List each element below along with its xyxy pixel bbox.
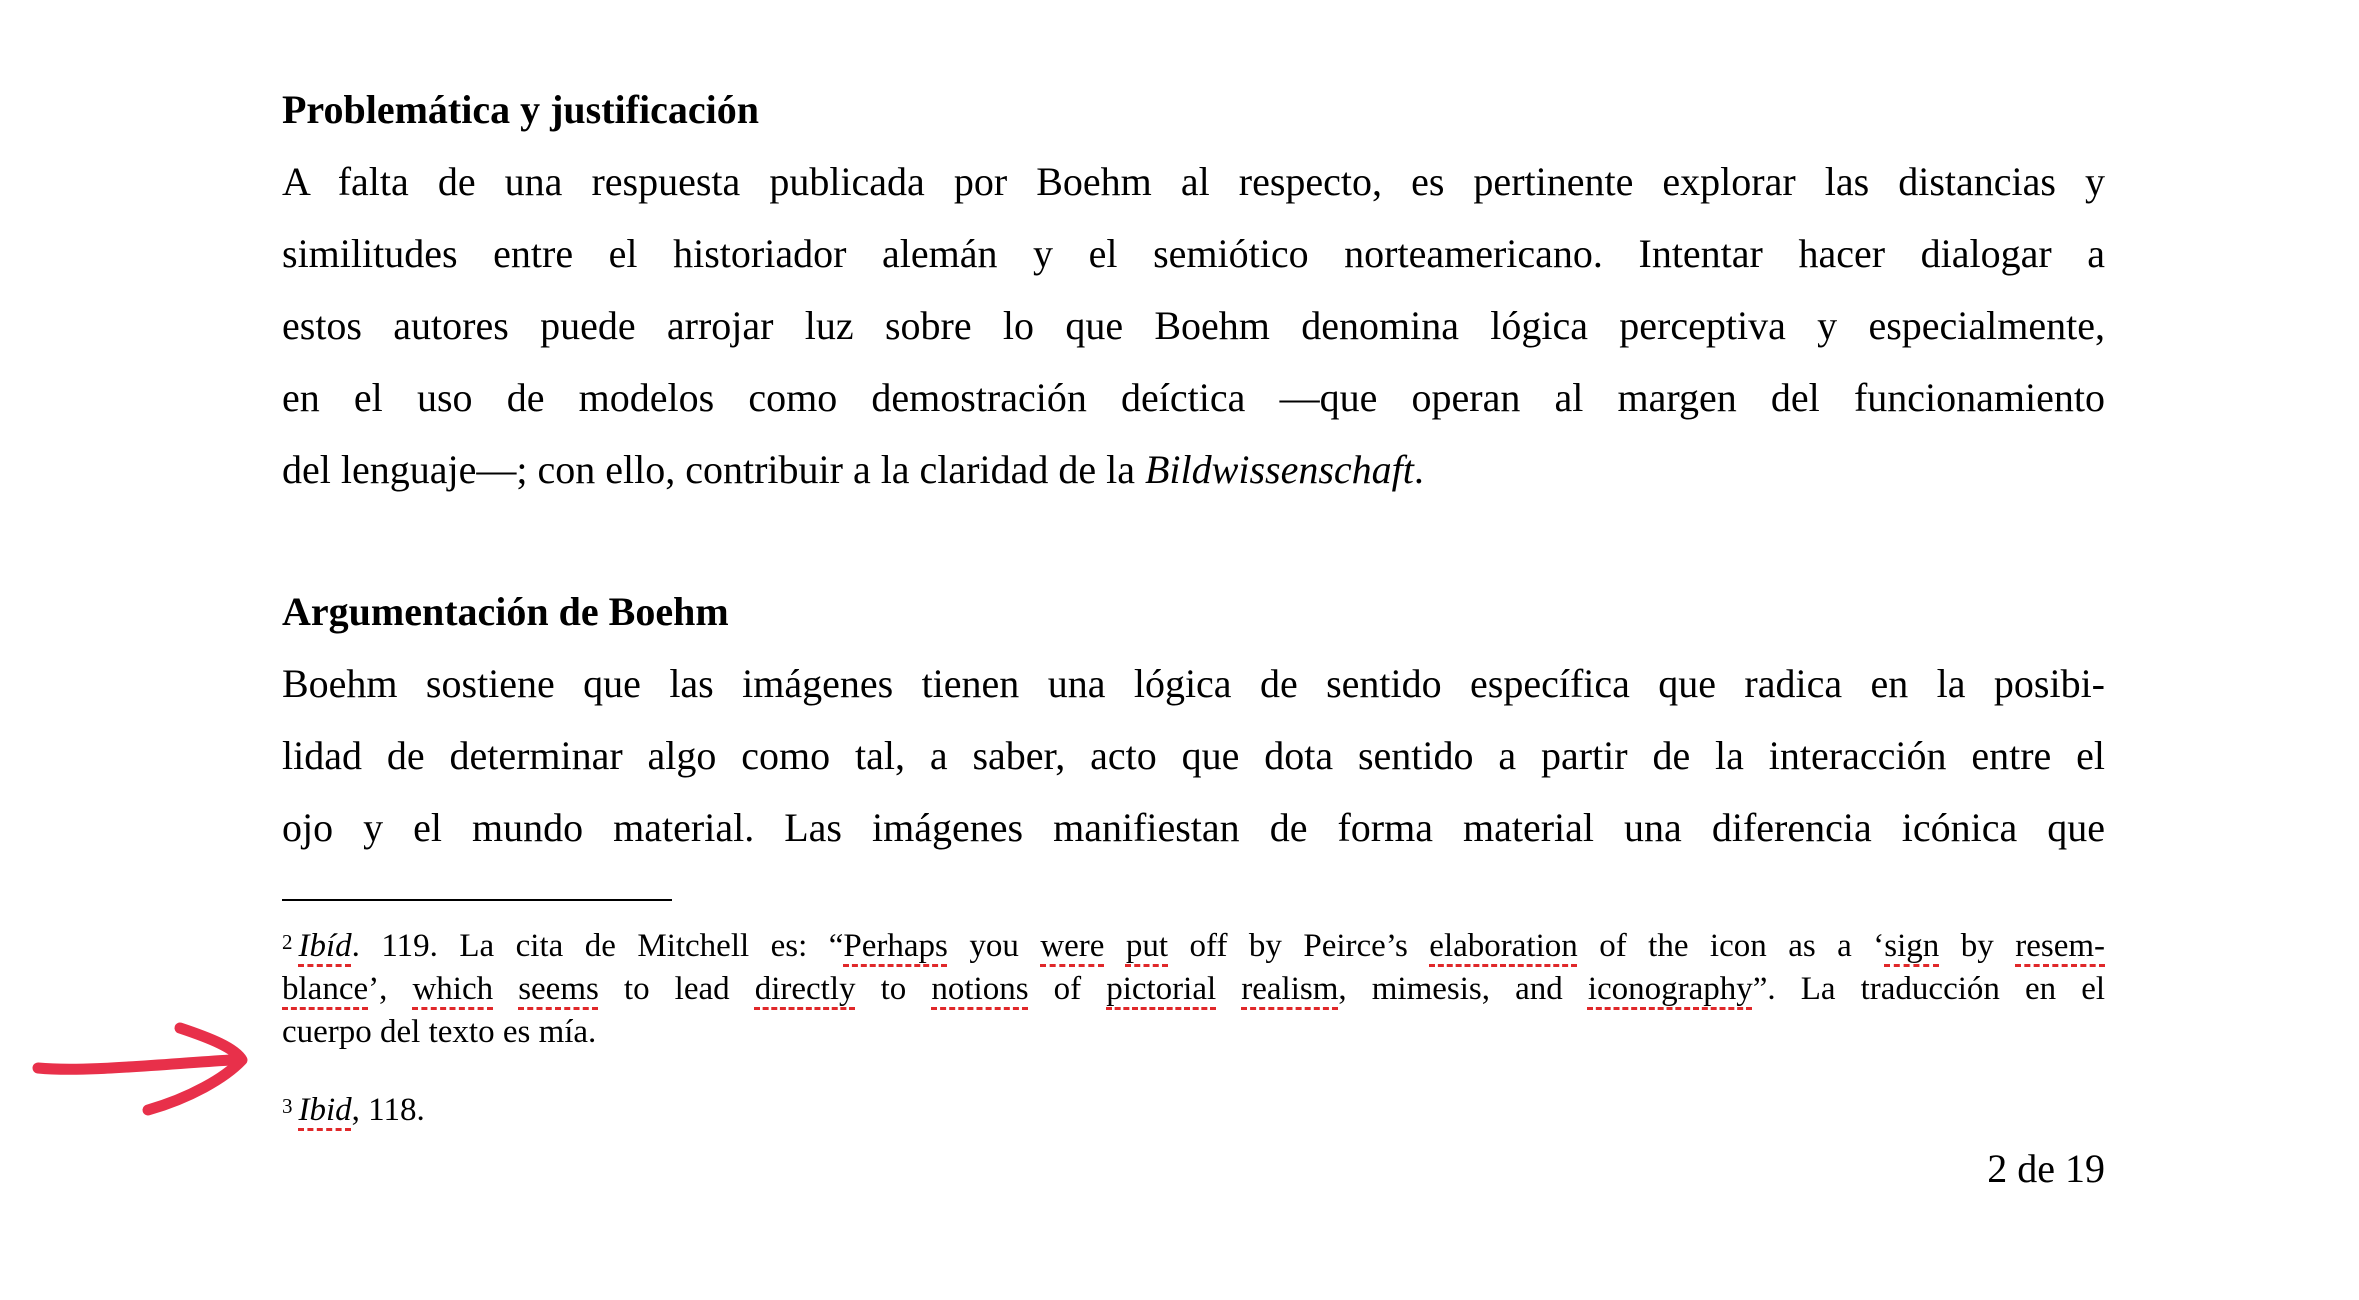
- footnote-2-line-2: blance’, which seems to lead directly to notions of pictorial realism, mimesis, and iconography”. La traducción en el: [282, 971, 2106, 1007]
- footnote-2-line-3: cuerpo del texto es mía.: [282, 1014, 597, 1050]
- misspelled-word[interactable]: were: [1040, 928, 1105, 964]
- misspelled-word[interactable]: Ibíd: [298, 928, 352, 964]
- page-number: 2 de 19: [1987, 1146, 2105, 1191]
- misspelled-word[interactable]: put: [1125, 928, 1169, 964]
- paragraph-line: similitudes entre el historiador alemán y el semiótico norteamericano. Intentar hacer dialogar a: [282, 231, 2105, 276]
- misspelled-word[interactable]: which: [412, 971, 494, 1007]
- misspelled-word[interactable]: iconography: [1587, 971, 1753, 1007]
- paragraph-line: en el uso de modelos como demostración deíctica —que operan al margen del funcionamiento: [282, 375, 2105, 420]
- paragraph-line: lidad de determinar algo como tal, a saber, acto que dota sentido a partir de la interacción entre el: [282, 733, 2105, 778]
- misspelled-word[interactable]: notions: [931, 971, 1029, 1007]
- section-heading-problematica: Problemática y justificación: [282, 87, 759, 132]
- misspelled-word[interactable]: directly: [754, 971, 856, 1007]
- footnote-2-line-1: $^2$ Ibíd. 119. La cita de Mitchell es: “Perhaps you were put off by Peirce’s elaboration of the icon as a ‘sign by resem-: [282, 928, 2106, 964]
- paragraph-line: Boehm sostiene que las imágenes tienen una lógica de sentido específica que radica en la posibi-: [282, 661, 2105, 706]
- paragraph-line: ojo y el mundo material. Las imágenes manifiestan de forma material una diferencia icónica que: [282, 805, 2105, 850]
- misspelled-word[interactable]: sign: [1884, 928, 1940, 964]
- footnote-number: 3: [282, 1094, 293, 1118]
- footnote-number: 2: [282, 930, 293, 954]
- misspelled-word[interactable]: realism: [1241, 971, 1339, 1007]
- section-heading-argumentacion: Argumentación de Boehm: [282, 589, 729, 634]
- footnote-3: $^3$ Ibid, 118.: [282, 1092, 425, 1128]
- paragraph-line: A falta de una respuesta publicada por Boehm al respecto, es pertinente explorar las distancias y: [282, 159, 2105, 204]
- misspelled-word[interactable]: pictorial: [1106, 971, 1217, 1007]
- misspelled-word[interactable]: Ibid: [298, 1092, 352, 1128]
- arrow-annotation-icon: [30, 1010, 270, 1120]
- misspelled-word[interactable]: blance: [282, 971, 369, 1007]
- footnote-separator: [282, 899, 672, 901]
- italic-term: Bildwissenschaft: [1145, 447, 1414, 492]
- misspelled-word[interactable]: Perhaps: [843, 928, 948, 964]
- paragraph-line: estos autores puede arrojar luz sobre lo que Boehm denomina lógica perceptiva y especialmente,: [282, 303, 2105, 348]
- misspelled-word[interactable]: resem-: [2015, 928, 2106, 964]
- paragraph-line: del lenguaje—; con ello, contribuir a la claridad de la Bildwissenschaft.: [282, 447, 1424, 492]
- misspelled-word[interactable]: seems: [518, 971, 599, 1007]
- misspelled-word[interactable]: elaboration: [1429, 928, 1578, 964]
